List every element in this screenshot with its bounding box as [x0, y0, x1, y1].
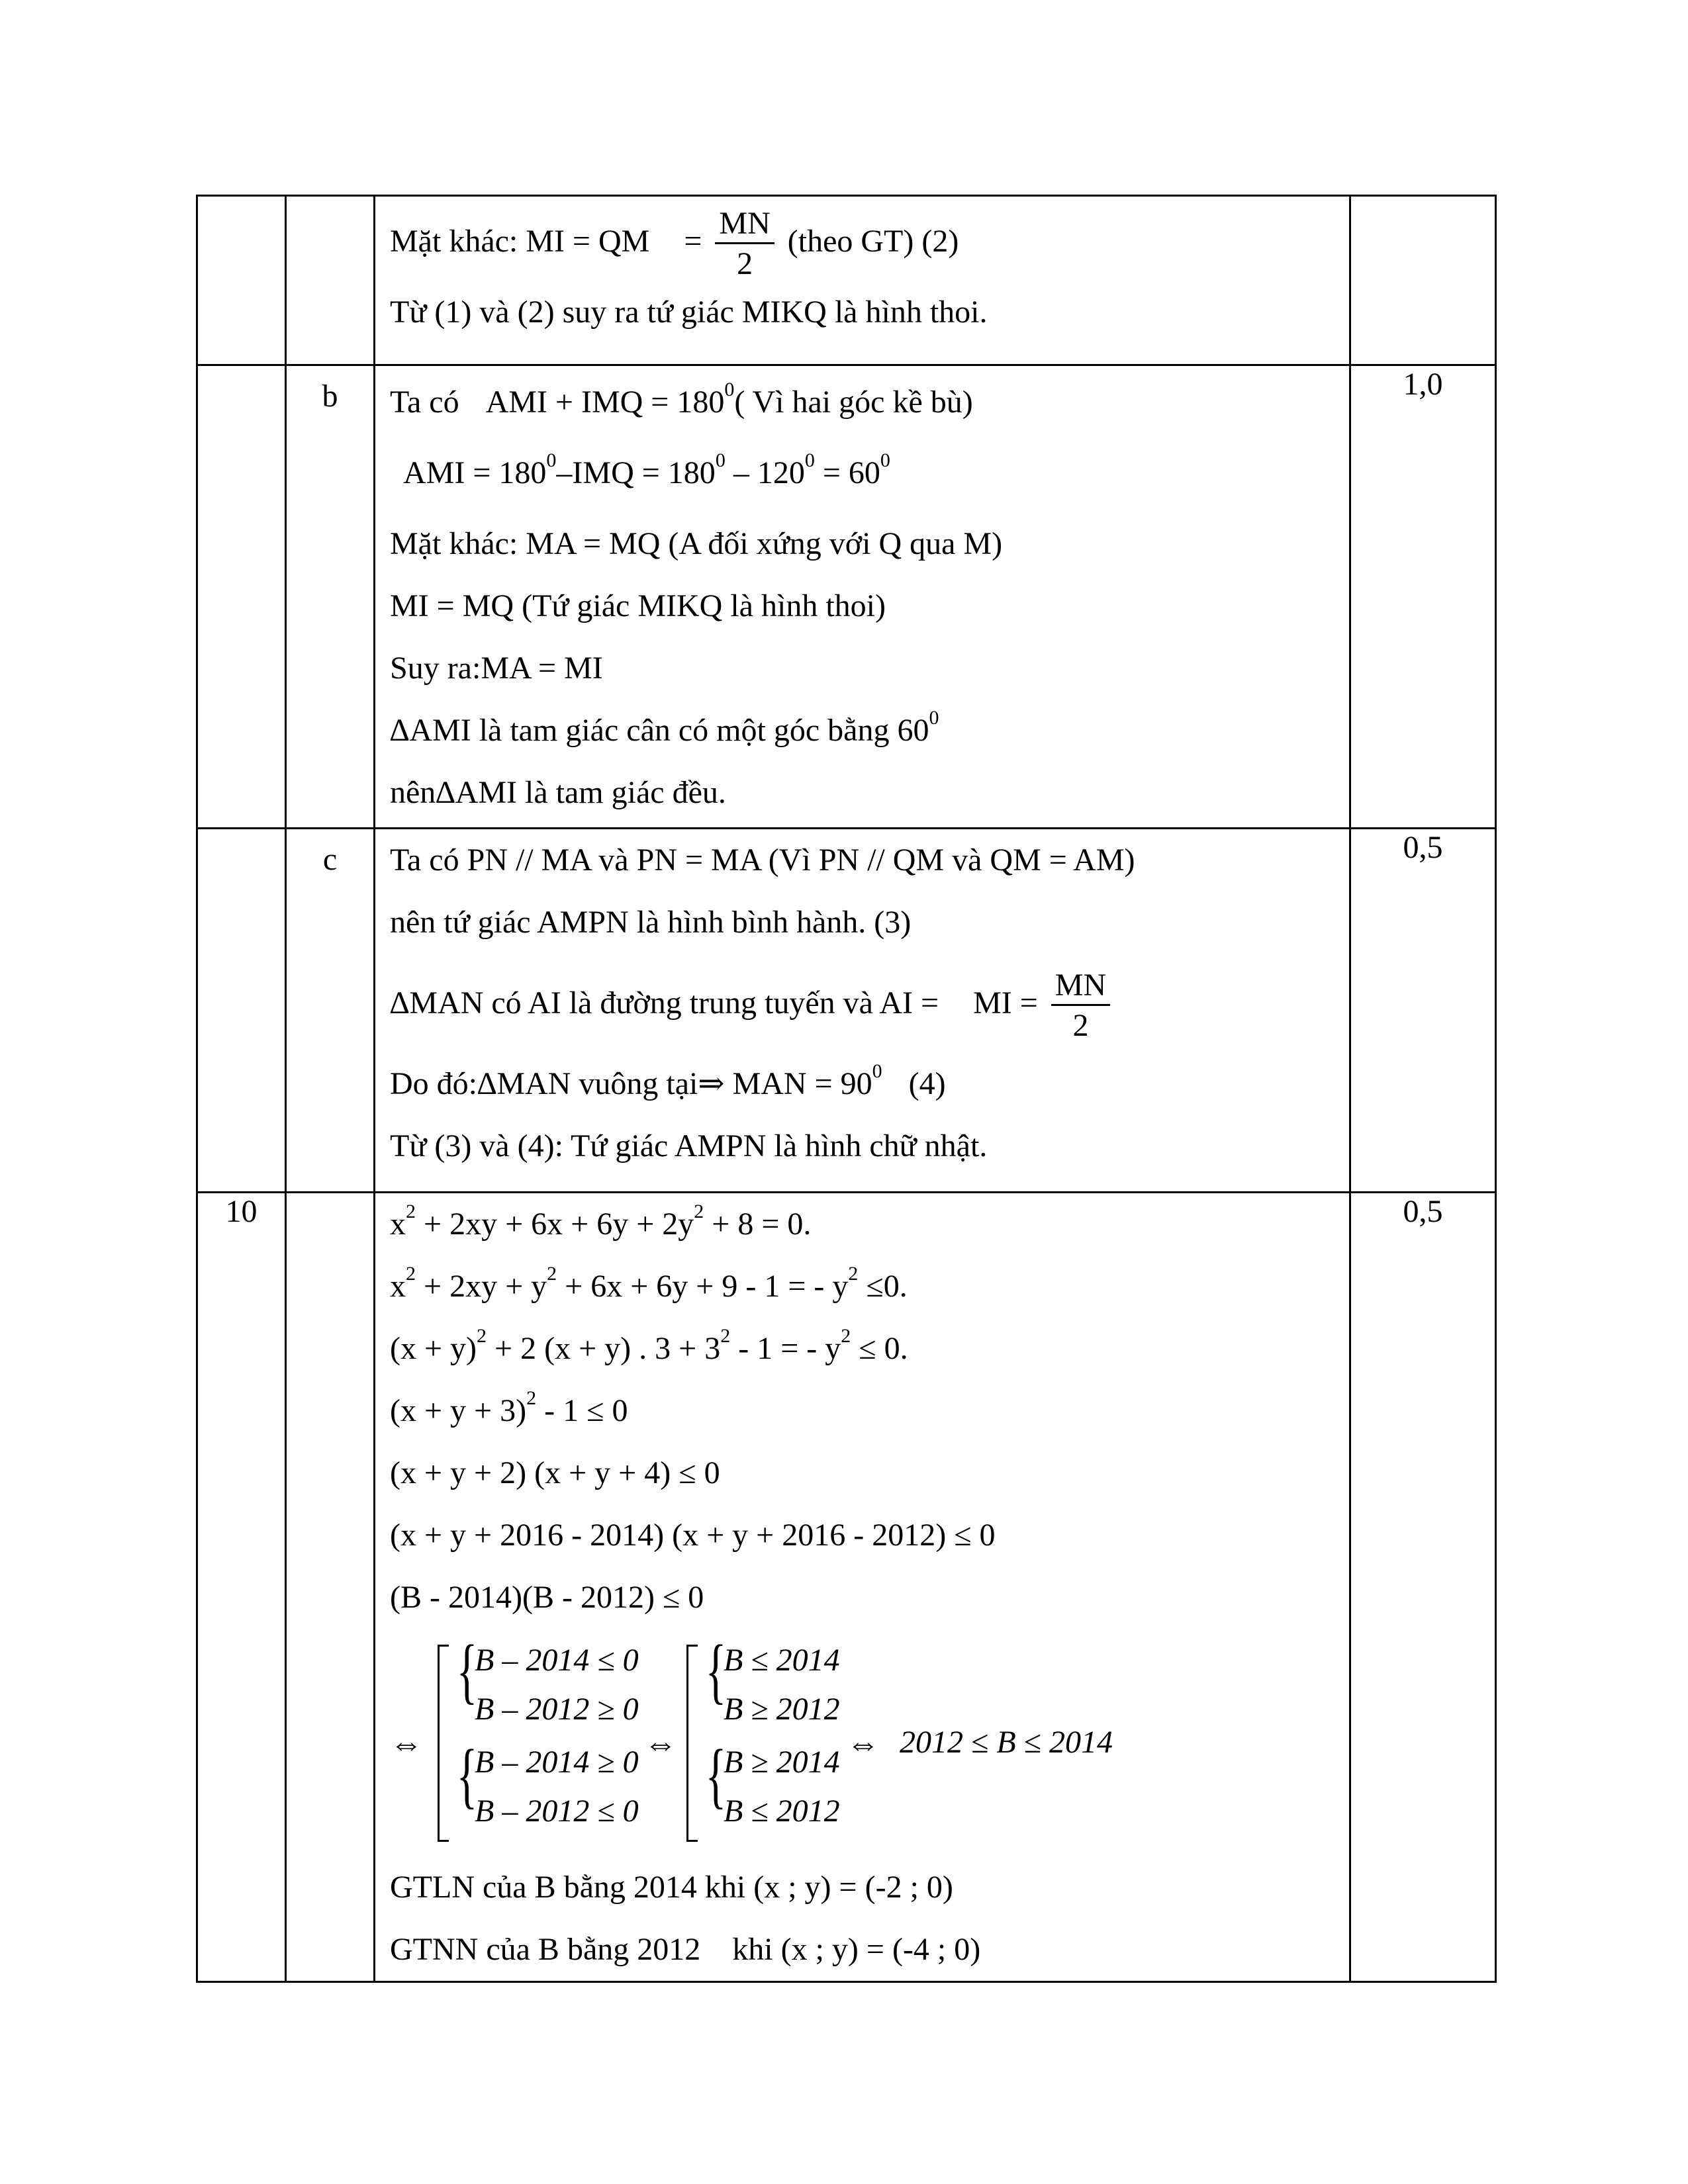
solution-line: AMI = $180^0$–IMQ = $180^0 - 120^0 = 60^0$ — [403, 449, 890, 490]
bracket — [686, 1645, 698, 1842]
score-cell: 0,5 — [1350, 829, 1496, 1193]
question-cell — [197, 829, 286, 1193]
brace: { — [456, 1735, 478, 1815]
answer-table — [196, 195, 1497, 1983]
solution-line: (B - 2014)(B - 2012) ≤ 0 — [390, 1580, 704, 1615]
solution-line: GTLN của B bằng 2014 khi (x ; y) = (-2 ; 0) — [390, 1870, 953, 1905]
bracket — [438, 1645, 449, 1842]
solution-line: Ta có PN // MA và PN = MA (Vì PN // QM và QM = AM) — [390, 842, 1135, 878]
solution-line: $(x + y)^2 + 2$ (x + y) . $3 + 3^2 - 1$ = - $y^2 \le 0$. — [390, 1325, 908, 1366]
solution-line: $x^2 + 2xy + y^2 + 6x + 6y + 9 - 1$ = - $y^2 \le 0$. — [390, 1263, 908, 1304]
equivalence-arrow: ⇔ — [390, 1725, 423, 1762]
score-cell: 0,5 — [1350, 1193, 1496, 1982]
solution-line: MI = MQ (Tứ giác MIKQ là hình thoi) — [390, 588, 886, 623]
solution-line: Ta có AMI + IMQ = $180^0$( Vì hai góc kề bù) — [390, 379, 973, 420]
solution-line: nên tứ giác AMPN là hình bình hành. (3) — [390, 905, 912, 940]
fraction: $\frac{MN}{2}$ — [715, 208, 774, 280]
table-row — [197, 1193, 1496, 1982]
score-cell: 1,0 — [1350, 365, 1496, 829]
solution-cell — [375, 365, 1350, 829]
table-row — [197, 196, 1496, 365]
table-row — [197, 829, 1496, 1193]
part-cell: b — [286, 365, 375, 829]
solution-line: ∆AMI là tam giác cân có một góc bằng $60^0$ — [390, 707, 939, 748]
solution-line: Suy ra:MA = MI — [390, 651, 603, 686]
solution-cell — [375, 1193, 1350, 1982]
solution-line: Từ (1) và (2) suy ra tứ giác MIKQ là hình thoi. — [390, 295, 988, 330]
part-cell — [286, 1193, 375, 1982]
score-cell — [1350, 196, 1496, 365]
question-cell — [197, 196, 286, 365]
fraction: $\frac{MN}{2}$ — [1051, 970, 1110, 1042]
solution-line: (x + y + 2016 - 2014) (x + y + 2016 - 2012) ≤ 0 — [390, 1518, 996, 1553]
solution-line: Từ (3) và (4): Tứ giác AMPN là hình chữ nhật. — [390, 1128, 988, 1163]
solution-line: $(x + y + 3)^2 - 1 \le 0$ — [390, 1387, 628, 1428]
solution-cell — [375, 829, 1350, 1193]
solution-cell — [375, 196, 1350, 365]
question-cell — [197, 365, 286, 829]
inequality-system: ⇔ { B – 2014 ≤ 0 B – 2012 ≥ 0 { B – 2014 ≥ 0 B – 2012 ≤ 0 ⇔ { B ≤ 2014 B ≥ 2012 { B ≥ 2014 B ≤ 2012 ⇔ 2012 ≤ B ≤ 2014 — [390, 1638, 1342, 1856]
table-row — [197, 365, 1496, 829]
solution-line: nên∆AMI là tam giác đều. — [390, 775, 726, 810]
solution-line: Do đó:∆MAN vuông tại⇒ MAN = $90^0$ (4) — [390, 1060, 946, 1101]
solution-line: (x + y + 2) (x + y + 4) ≤ 0 — [390, 1455, 720, 1490]
solution-line: ∆MAN có AI là đường trung tuyến và AI = MI = $\frac{MN}{2}$ — [390, 954, 1342, 1053]
solution-line: Mặt khác: MI = QM = $\frac{MN}{2}$ (theo GT) (2) — [390, 206, 959, 282]
part-cell: c — [286, 829, 375, 1193]
equivalence-arrow: ⇔ — [644, 1725, 677, 1762]
solution-line: GTNN của B bằng 2012 khi (x ; y) = (-4 ; 0) — [390, 1932, 981, 1967]
question-cell: 10 — [197, 1193, 286, 1982]
brace: { — [705, 1630, 727, 1711]
brace: { — [456, 1630, 478, 1711]
part-cell — [286, 196, 375, 365]
solution-line: $x^2 + 2xy + 6x + 6y + 2y^2 + 8 = 0$. — [390, 1201, 812, 1242]
solution-line: Mặt khác: MA = MQ (A đối xứng với Q qua M) — [390, 526, 1003, 561]
brace: { — [705, 1735, 727, 1815]
result: 2012 ≤ B ≤ 2014 — [900, 1725, 1113, 1760]
equivalence-arrow: ⇔ — [847, 1725, 880, 1762]
